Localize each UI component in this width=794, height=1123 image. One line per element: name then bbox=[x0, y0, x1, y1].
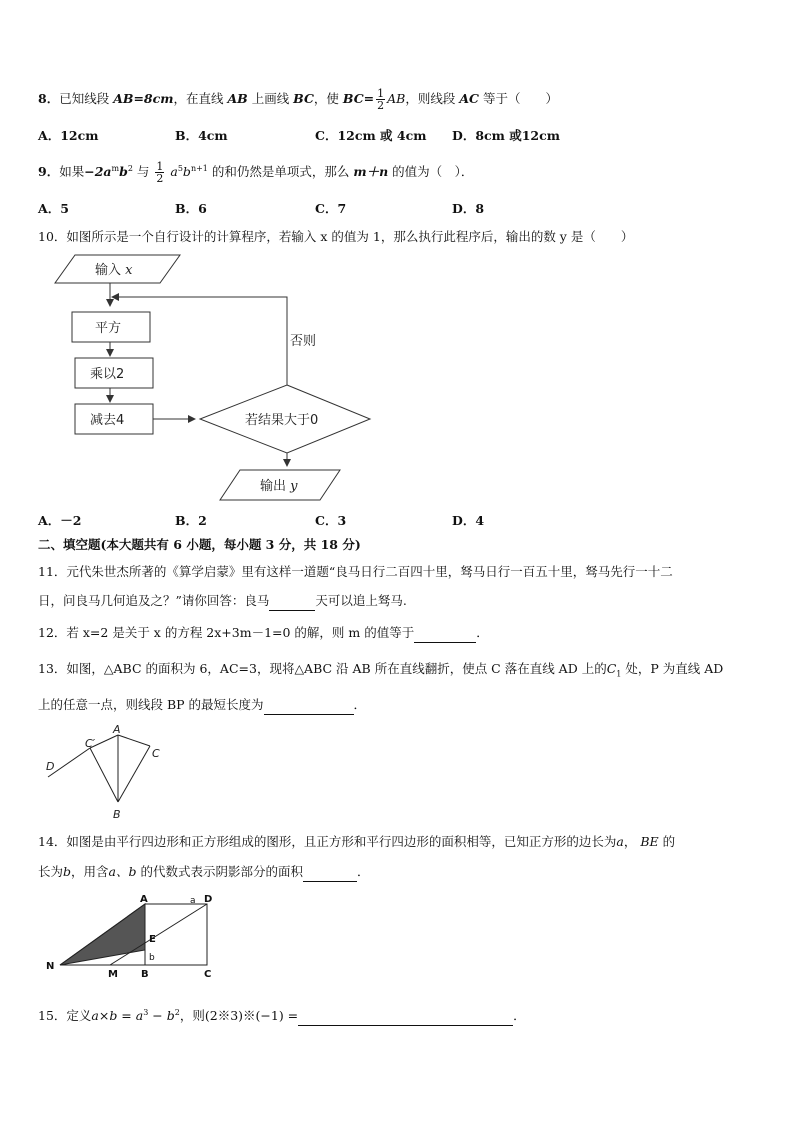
q10-option-a[interactable]: A．－2 bbox=[38, 513, 82, 528]
svg-text:E: E bbox=[149, 934, 156, 945]
q9-option-c[interactable]: C．7 bbox=[315, 201, 347, 216]
answer-blank[interactable] bbox=[269, 592, 315, 611]
q8-option-c[interactable]: C．12cm 或 4cm bbox=[315, 128, 427, 143]
svg-text:a: a bbox=[190, 896, 196, 906]
q9-option-d[interactable]: D．8 bbox=[452, 201, 485, 216]
section-heading: 二、填空题(本大题共有 6 小题，每小题 3 分，共 18 分) bbox=[38, 537, 361, 552]
q8-option-d[interactable]: D．8cm 或12cm bbox=[452, 128, 560, 143]
answer-blank[interactable] bbox=[298, 1007, 513, 1026]
answer-blank[interactable] bbox=[303, 863, 357, 882]
question-13-line1: 13．如图，△ABC 的面积为 6，AC=3，现将△ABC 沿 AB 所在直线翻折，使点 C 落在直线 AD 上的$C_1$ 处，P 为直线 AD bbox=[38, 661, 724, 679]
q10-option-c[interactable]: C．3 bbox=[315, 513, 347, 528]
svg-text:B: B bbox=[113, 808, 121, 821]
question-13-line2: 上的任意一点，则线段 BP 的最短长度为 ． bbox=[38, 696, 366, 715]
svg-text:C′: C′ bbox=[85, 737, 96, 750]
flow-else-label: 否则 bbox=[290, 334, 317, 349]
svg-text:A: A bbox=[113, 723, 121, 736]
svg-text:平方: 平方 bbox=[95, 321, 122, 336]
question-11-line1: 11．元代朱世杰所著的《算学启蒙》里有这样一道题“良马日行二百四十里，驽马日行一百五十里，驽马先行一十二 bbox=[38, 564, 673, 579]
svg-text:A: A bbox=[140, 894, 148, 905]
answer-blank[interactable] bbox=[264, 696, 354, 715]
svg-text:M: M bbox=[108, 969, 118, 980]
q10-option-d[interactable]: D．4 bbox=[452, 513, 485, 528]
svg-text:D: D bbox=[46, 760, 55, 773]
svg-text:N: N bbox=[46, 961, 55, 972]
q10-option-b[interactable]: B．2 bbox=[175, 513, 207, 528]
fraction-half: $\frac{1}{2}$ bbox=[156, 160, 164, 186]
q8-option-a[interactable]: A．12cm bbox=[38, 128, 99, 143]
svg-text:乘以2: 乘以2 bbox=[90, 367, 125, 382]
question-10: 10．如图所示是一个自行设计的计算程序，若输入 x 的值为 1，那么执行此程序后，输出的数 y 是（ ） bbox=[38, 229, 634, 244]
svg-text:b: b bbox=[149, 953, 155, 963]
svg-text:C: C bbox=[204, 969, 212, 980]
q9-option-b[interactable]: B．6 bbox=[175, 201, 207, 216]
parallelogram-square-figure bbox=[40, 892, 230, 982]
svg-text:输入 x: 输入 x bbox=[95, 263, 133, 278]
question-11-line2: 日，问良马几何追及之？”请你回答：良马 天可以追上驽马. bbox=[38, 592, 407, 611]
q8-option-b[interactable]: B．4cm bbox=[175, 128, 228, 143]
question-8: 8．已知线段 AB=8cm，在直线 AB 上画线 BC，使 BC= $\frac{1}{2}$ AB，则线段 AC 等于（ ） bbox=[38, 87, 558, 112]
answer-blank[interactable] bbox=[414, 624, 476, 643]
flowchart bbox=[50, 250, 380, 508]
question-12: 12．若 x=2 是关于 x 的方程 2x+3m－1=0 的解，则 m 的值等于 ． bbox=[38, 624, 489, 643]
svg-text:C: C bbox=[152, 747, 160, 760]
svg-text:D: D bbox=[204, 894, 213, 905]
question-14-line1: 14．如图是由平行四边形和正方形组成的图形，且正方形和平行四边形的面积相等，已知正方形的边长为a， BE 的 bbox=[38, 834, 676, 849]
fraction-half: $\frac{1}{2}$ bbox=[377, 87, 385, 112]
svg-text:若结果大于0: 若结果大于0 bbox=[245, 413, 319, 428]
question-15: 15．定义$a\times b = a^3 - b^2$，则(2※3)※(−1) = ． bbox=[38, 1004, 526, 1026]
q9-option-a[interactable]: A．5 bbox=[38, 201, 69, 216]
triangle-figure bbox=[40, 722, 180, 822]
svg-text:B: B bbox=[141, 969, 149, 980]
question-14-line2: 长为b，用含a、b 的代数式表示阴影部分的面积 ． bbox=[38, 863, 370, 882]
svg-text:减去4: 减去4 bbox=[90, 413, 125, 428]
svg-text:输出 y: 输出 y bbox=[260, 479, 298, 494]
question-9: 9．如果$-2a^mb^2$ 与 $\frac{1}{2}$ $a^5b^{n+1}$ 的和仍然是单项式，那么 m＋n 的值为（ ）． bbox=[38, 160, 474, 186]
